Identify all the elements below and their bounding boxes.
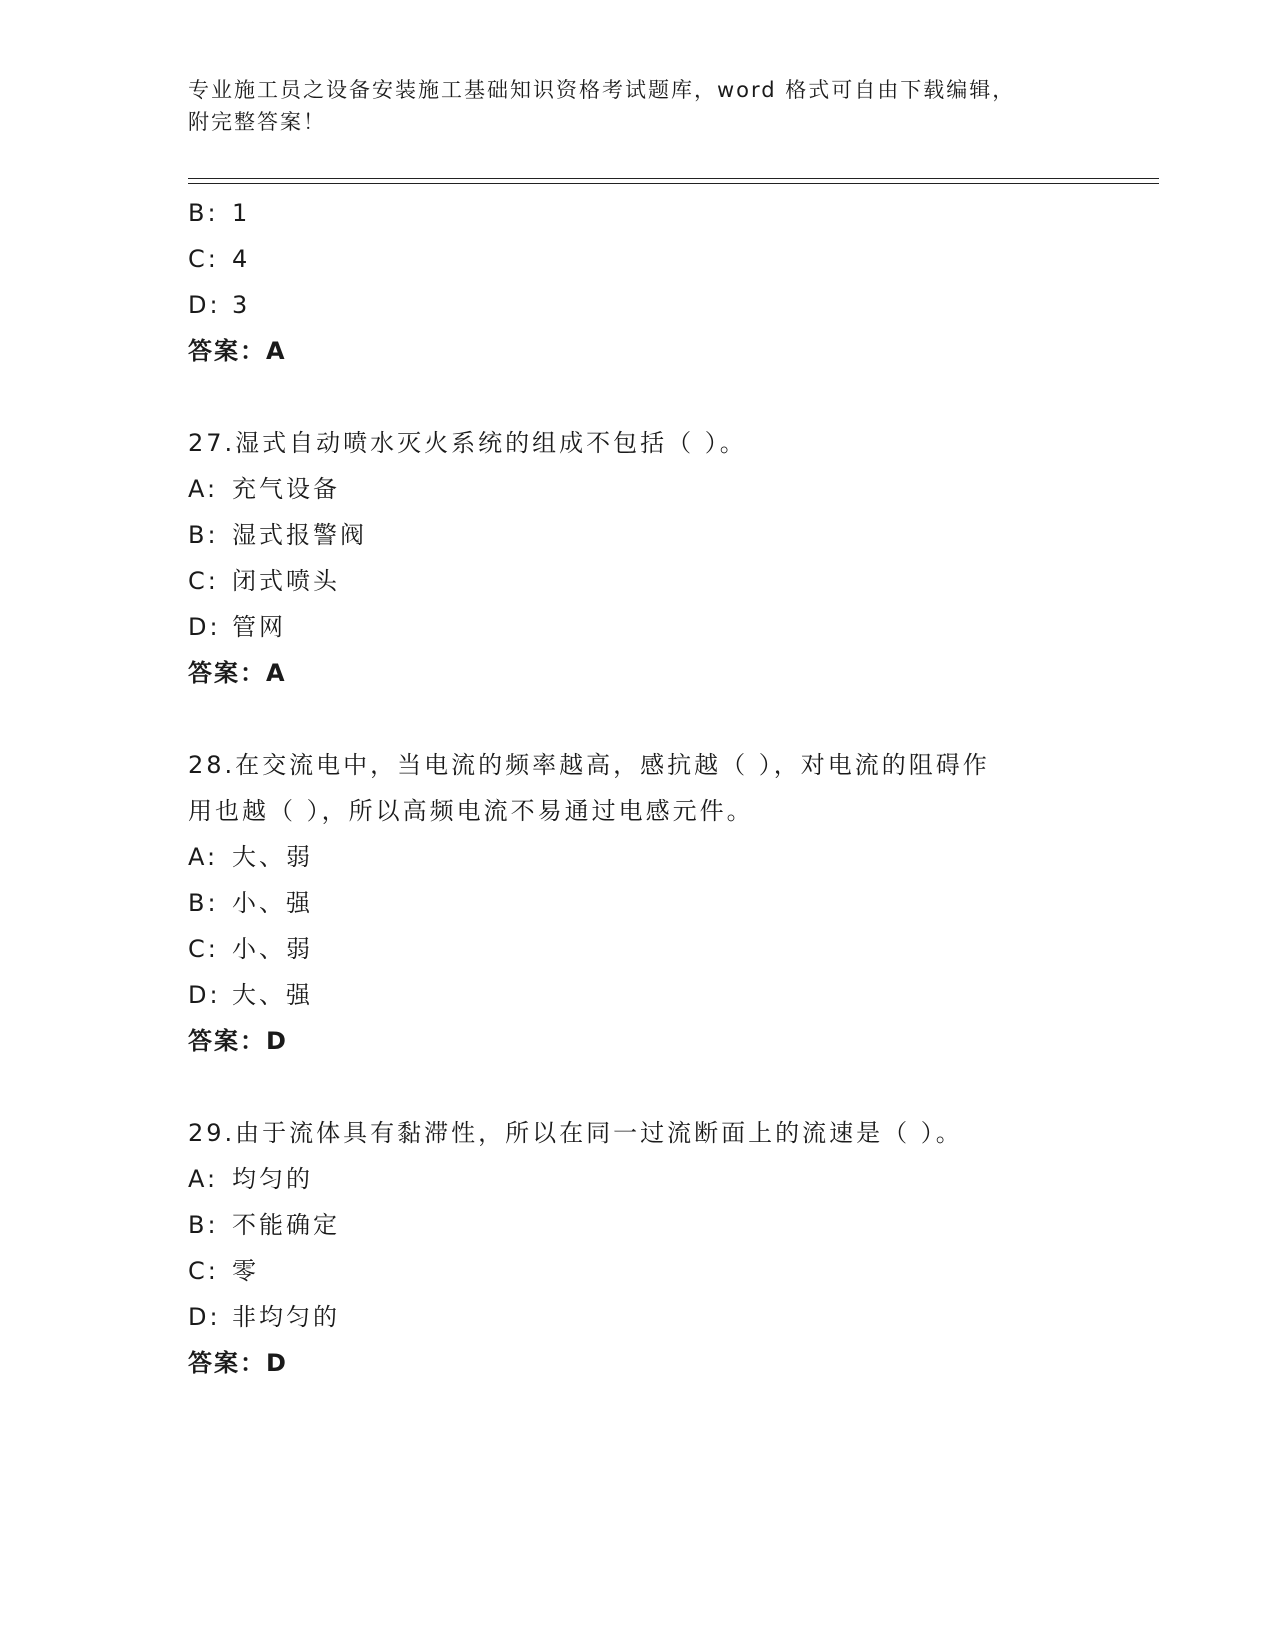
option-text: 均匀的	[232, 1165, 313, 1193]
option-a	[188, 466, 1088, 512]
option-d	[188, 282, 1088, 328]
option-letter: C:	[188, 567, 219, 595]
option-letter: D:	[188, 291, 221, 319]
question-text: 29.由于流体具有黏滞性，所以在同一过流断面上的流速是（ ）。	[188, 1119, 963, 1147]
option-d	[188, 1294, 1088, 1340]
option-text: 小、弱	[232, 935, 313, 963]
question-29	[188, 1110, 1088, 1386]
header-line-1: 专业施工员之设备安装施工基础知识资格考试题库，word 格式可自由下载编辑，	[188, 78, 1016, 102]
option-letter: C:	[188, 245, 219, 273]
partial-question	[188, 190, 1088, 374]
question-text: 27.湿式自动喷水灭火系统的组成不包括（ ）。	[188, 429, 747, 457]
option-text: 充气设备	[232, 475, 340, 503]
option-b	[188, 190, 1088, 236]
option-letter: B:	[188, 199, 219, 227]
option-a	[188, 834, 1088, 880]
option-d	[188, 972, 1088, 1018]
option-b	[188, 1202, 1088, 1248]
option-letter: A:	[188, 843, 219, 871]
option-text: 3	[232, 291, 251, 319]
document-header	[188, 74, 1088, 138]
option-c	[188, 558, 1088, 604]
option-text: 大、强	[232, 981, 313, 1009]
option-text: 闭式喷头	[232, 567, 340, 595]
option-text: 大、弱	[232, 843, 313, 871]
question-27	[188, 420, 1088, 696]
option-d	[188, 604, 1088, 650]
option-text: 零	[232, 1257, 259, 1285]
option-letter: B:	[188, 521, 219, 549]
option-b	[188, 880, 1088, 926]
option-letter: D:	[188, 981, 221, 1009]
option-b	[188, 512, 1088, 558]
option-text: 管网	[232, 613, 286, 641]
question-list	[188, 190, 1088, 1386]
option-c	[188, 926, 1088, 972]
option-text: 非均匀的	[232, 1303, 340, 1331]
answer-line: 答案：A	[188, 659, 287, 687]
option-text: 小、强	[232, 889, 313, 917]
header-divider-top	[188, 178, 1159, 179]
option-a	[188, 1156, 1088, 1202]
option-text: 1	[232, 199, 251, 227]
option-letter: C:	[188, 935, 219, 963]
question-28	[188, 742, 1088, 1064]
option-letter: C:	[188, 1257, 219, 1285]
option-letter: D:	[188, 613, 221, 641]
question-text-line-2: 用也越（ ），所以高频电流不易通过电感元件。	[188, 797, 754, 825]
answer-line: 答案：D	[188, 1027, 288, 1055]
option-text: 湿式报警阀	[232, 521, 367, 549]
option-letter: B:	[188, 1211, 219, 1239]
option-letter: D:	[188, 1303, 221, 1331]
header-divider-bottom	[188, 183, 1159, 184]
answer-line: 答案：A	[188, 337, 287, 365]
answer-line: 答案：D	[188, 1349, 288, 1377]
option-text: 4	[232, 245, 251, 273]
option-c	[188, 236, 1088, 282]
option-letter: A:	[188, 1165, 219, 1193]
option-letter: A:	[188, 475, 219, 503]
question-text-line-1: 28.在交流电中，当电流的频率越高，感抗越（ ），对电流的阻碍作	[188, 751, 990, 779]
option-text: 不能确定	[232, 1211, 340, 1239]
header-line-2: 附完整答案！	[188, 110, 326, 134]
option-letter: B:	[188, 889, 219, 917]
option-c	[188, 1248, 1088, 1294]
